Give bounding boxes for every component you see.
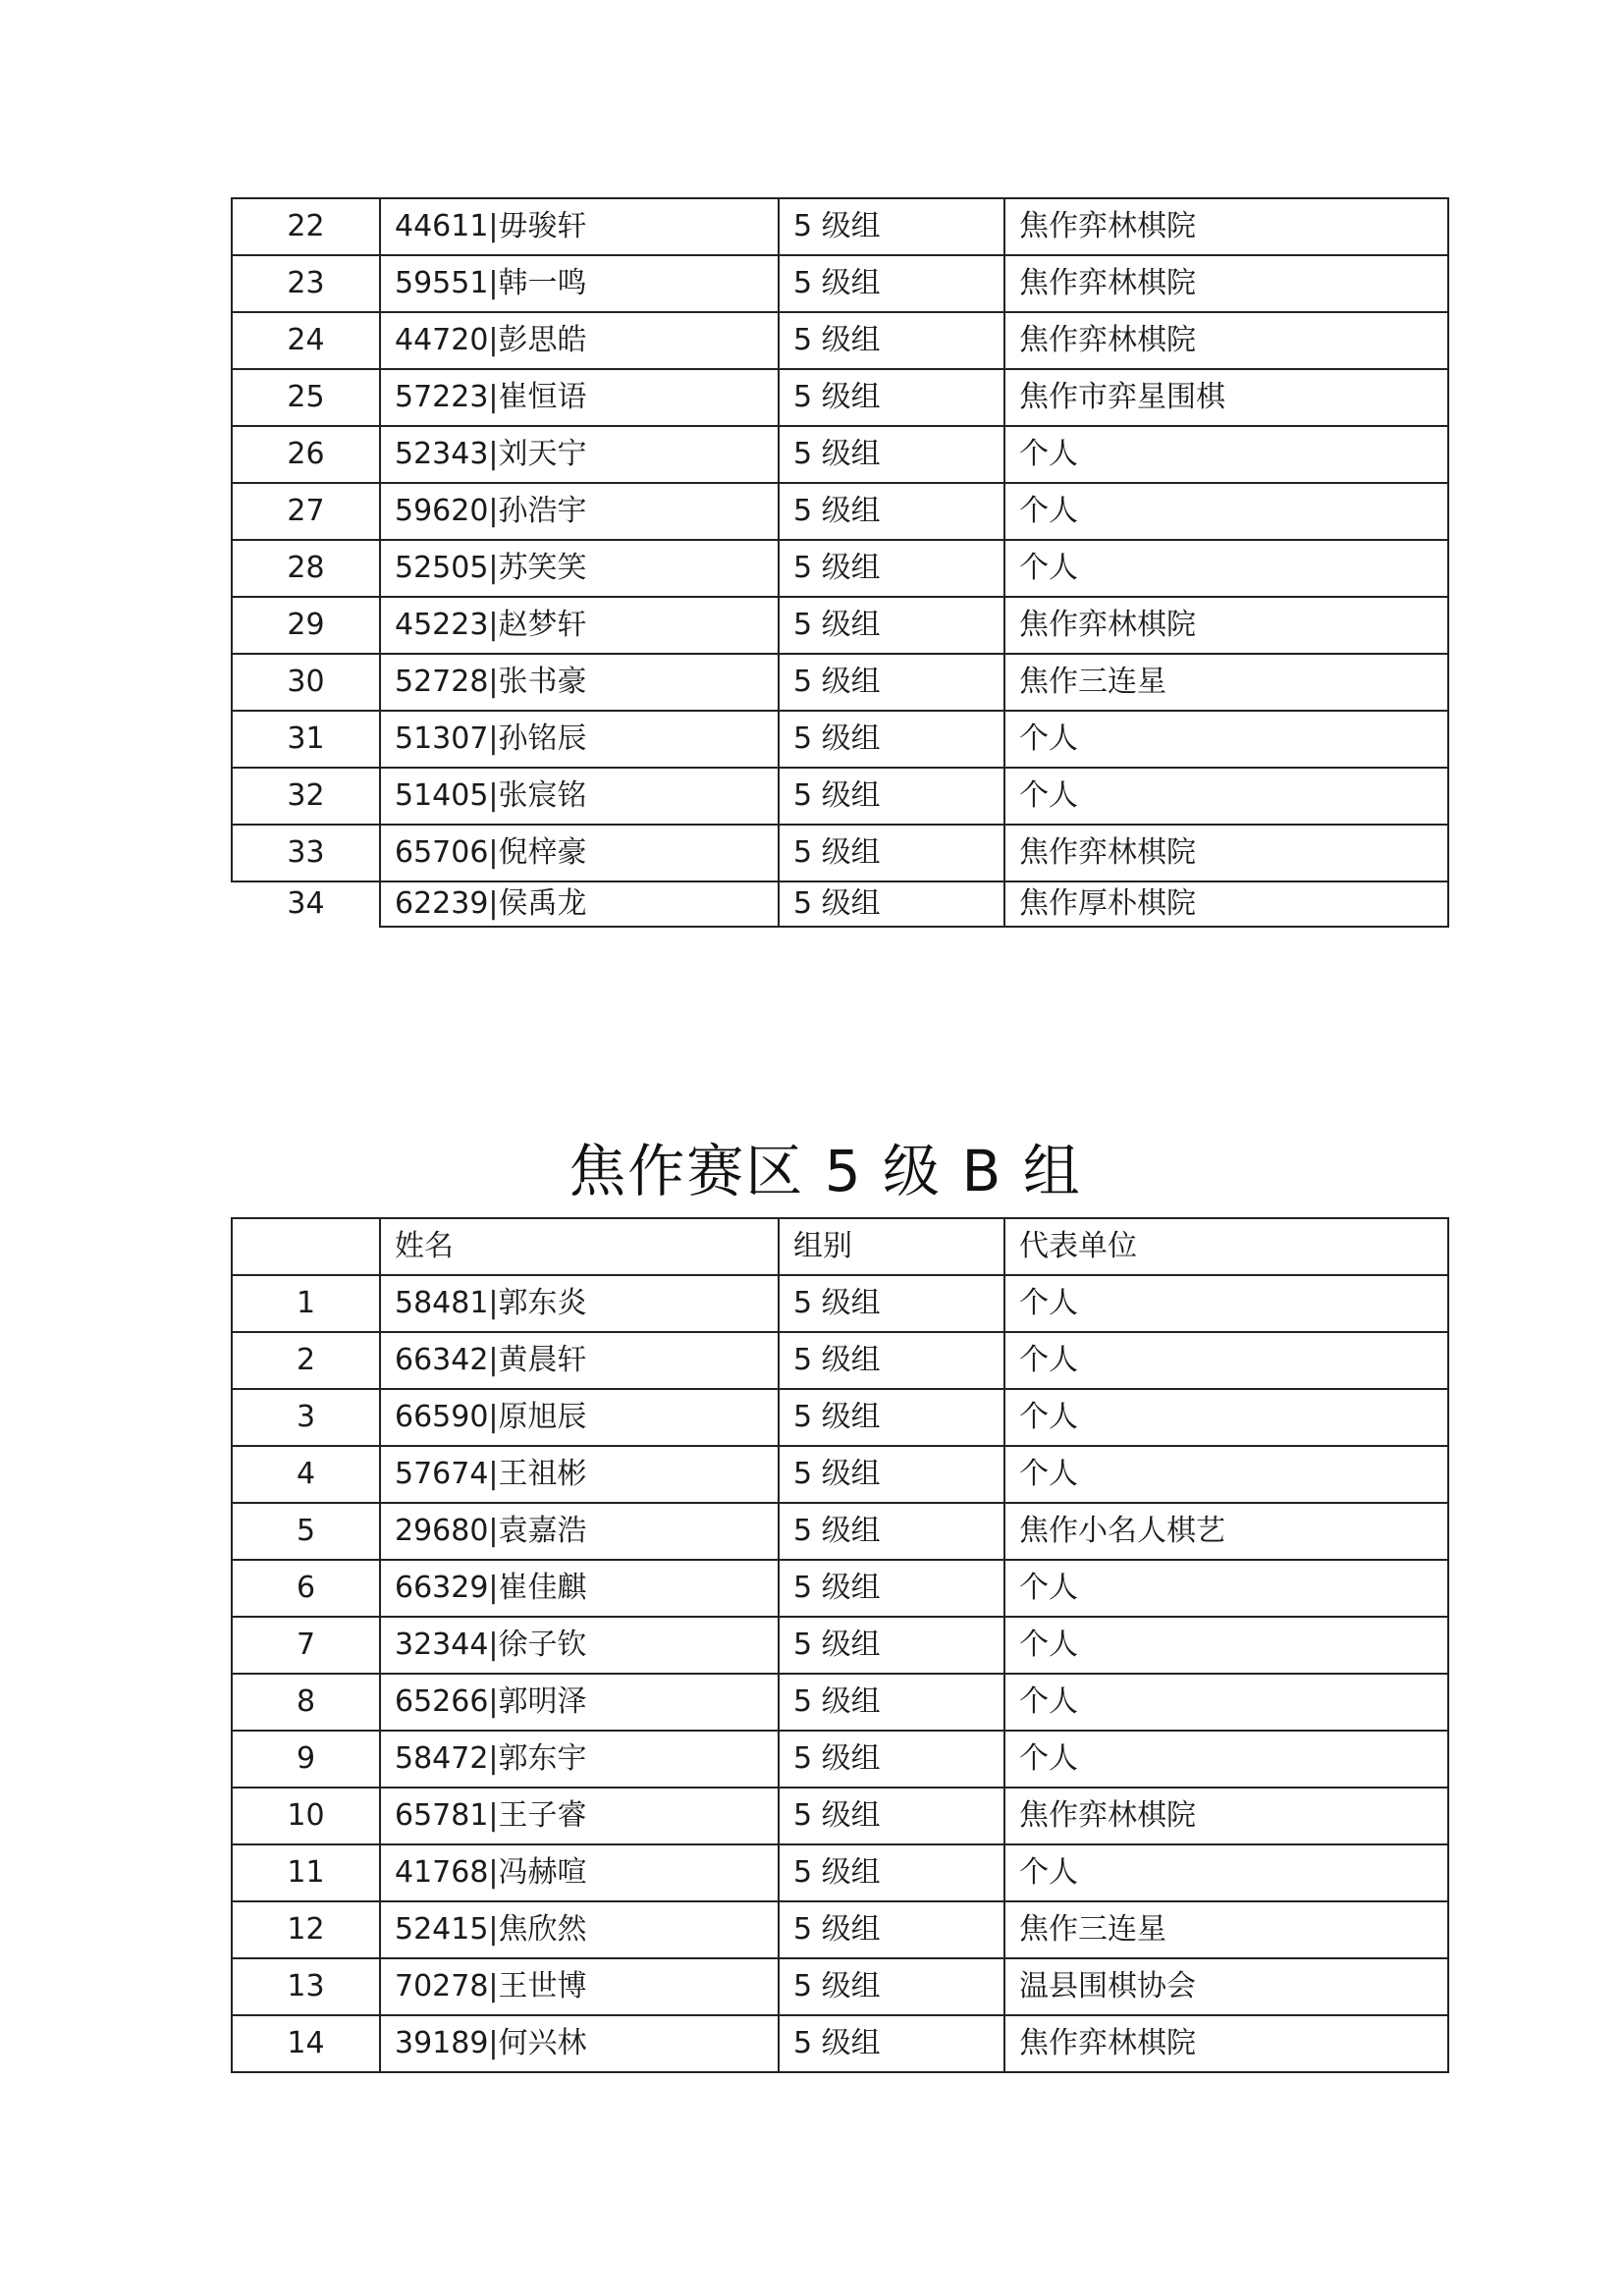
cell-unit: 个人 (1004, 1275, 1448, 1332)
table-row (232, 1503, 1448, 1560)
roster-table-b-body (232, 1275, 1448, 2072)
cell-no: 24 (232, 312, 380, 369)
table-row (232, 768, 1448, 825)
cell-no: 25 (232, 369, 380, 426)
cell-group: 5 级组 (779, 483, 1004, 540)
table-row (232, 1275, 1448, 1332)
cell-group: 5 级组 (779, 1332, 1004, 1389)
cell-no: 14 (232, 2015, 380, 2072)
cell-no: 9 (232, 1731, 380, 1788)
cell-group: 5 级组 (779, 1389, 1004, 1446)
table-row (232, 426, 1448, 483)
cell-unit: 个人 (1004, 1617, 1448, 1674)
table-row (232, 1844, 1448, 1901)
table-row (232, 1788, 1448, 1844)
cell-name: 29680|袁嘉浩 (380, 1503, 779, 1560)
cell-group: 5 级组 (779, 2015, 1004, 2072)
cell-no: 5 (232, 1503, 380, 1560)
cell-no: 27 (232, 483, 380, 540)
cell-unit: 温县围棋协会 (1004, 1958, 1448, 2015)
cell-unit: 个人 (1004, 1844, 1448, 1901)
header-cell-group: 组别 (779, 1218, 1004, 1275)
cell-no: 29 (232, 597, 380, 654)
cell-unit: 焦作弈林棋院 (1004, 198, 1448, 255)
cell-name: 66329|崔佳麒 (380, 1560, 779, 1617)
cell-group: 5 级组 (779, 369, 1004, 426)
cell-no: 33 (232, 825, 380, 881)
cell-unit: 焦作三连星 (1004, 654, 1448, 711)
cell-unit: 焦作弈林棋院 (1004, 255, 1448, 312)
cell-name: 57674|王祖彬 (380, 1446, 779, 1503)
table-row (232, 312, 1448, 369)
cell-no: 3 (232, 1389, 380, 1446)
cell-name: 45223|赵梦轩 (380, 597, 779, 654)
table-row (232, 1958, 1448, 2015)
cell-name: 44611|毋骏轩 (380, 198, 779, 255)
table-row (232, 654, 1448, 711)
cell-group: 5 级组 (779, 1844, 1004, 1901)
cell-unit: 个人 (1004, 1332, 1448, 1389)
cell-unit: 个人 (1004, 768, 1448, 825)
table-row (232, 255, 1448, 312)
cell-no: 1 (232, 1275, 380, 1332)
cell-name: 65266|郭明泽 (380, 1674, 779, 1731)
cell-group: 5 级组 (779, 881, 1004, 927)
table-row (232, 881, 1448, 927)
cell-unit: 个人 (1004, 540, 1448, 597)
cell-group: 5 级组 (779, 198, 1004, 255)
roster-table-b (231, 1217, 1449, 2073)
cell-unit: 焦作弈林棋院 (1004, 2015, 1448, 2072)
table-row (232, 1674, 1448, 1731)
table-row (232, 825, 1448, 881)
cell-name: 70278|王世博 (380, 1958, 779, 2015)
table-row (232, 597, 1448, 654)
cell-name: 52505|苏笑笑 (380, 540, 779, 597)
cell-group: 5 级组 (779, 255, 1004, 312)
cell-name: 41768|冯赫喧 (380, 1844, 779, 1901)
table-row (232, 1901, 1448, 1958)
header-cell-name: 姓名 (380, 1218, 779, 1275)
cell-group: 5 级组 (779, 1446, 1004, 1503)
cell-group: 5 级组 (779, 1560, 1004, 1617)
cell-no: 23 (232, 255, 380, 312)
cell-unit: 个人 (1004, 1446, 1448, 1503)
cell-unit: 个人 (1004, 426, 1448, 483)
cell-unit: 焦作三连星 (1004, 1901, 1448, 1958)
cell-group: 5 级组 (779, 711, 1004, 768)
cell-group: 5 级组 (779, 1958, 1004, 2015)
cell-group: 5 级组 (779, 540, 1004, 597)
cell-name: 66590|原旭辰 (380, 1389, 779, 1446)
table-row (232, 1560, 1448, 1617)
cell-group: 5 级组 (779, 1503, 1004, 1560)
cell-group: 5 级组 (779, 1901, 1004, 1958)
cell-group: 5 级组 (779, 768, 1004, 825)
cell-no: 13 (232, 1958, 380, 2015)
cell-no: 11 (232, 1844, 380, 1901)
cell-unit: 个人 (1004, 1389, 1448, 1446)
cell-name: 32344|徐子钦 (380, 1617, 779, 1674)
cell-unit: 个人 (1004, 1731, 1448, 1788)
cell-name: 51405|张宸铭 (380, 768, 779, 825)
cell-no: 7 (232, 1617, 380, 1674)
cell-group: 5 级组 (779, 1788, 1004, 1844)
cell-no: 4 (232, 1446, 380, 1503)
cell-no: 34 (232, 881, 380, 927)
header-row (232, 1218, 1448, 1275)
cell-name: 62239|侯禹龙 (380, 881, 779, 927)
cell-no: 2 (232, 1332, 380, 1389)
roster-table-b-header (232, 1218, 1448, 1275)
cell-name: 57223|崔恒语 (380, 369, 779, 426)
cell-name: 58481|郭东炎 (380, 1275, 779, 1332)
section-title-b: 焦作赛区 5 级 B 组 (568, 1138, 1082, 1204)
cell-name: 66342|黄晨轩 (380, 1332, 779, 1389)
header-cell-unit: 代表单位 (1004, 1218, 1448, 1275)
cell-name: 39189|何兴林 (380, 2015, 779, 2072)
cell-unit: 焦作弈林棋院 (1004, 825, 1448, 881)
cell-unit: 焦作厚朴棋院 (1004, 881, 1448, 927)
cell-name: 52728|张书豪 (380, 654, 779, 711)
cell-unit: 焦作市弈星围棋 (1004, 369, 1448, 426)
header-cell-no (232, 1218, 380, 1275)
roster-table-a (231, 197, 1449, 928)
cell-name: 59551|韩一鸣 (380, 255, 779, 312)
cell-group: 5 级组 (779, 1617, 1004, 1674)
cell-no: 32 (232, 768, 380, 825)
cell-unit: 焦作弈林棋院 (1004, 1788, 1448, 1844)
cell-group: 5 级组 (779, 1674, 1004, 1731)
cell-no: 10 (232, 1788, 380, 1844)
cell-no: 8 (232, 1674, 380, 1731)
cell-group: 5 级组 (779, 426, 1004, 483)
cell-no: 12 (232, 1901, 380, 1958)
cell-group: 5 级组 (779, 825, 1004, 881)
cell-unit: 焦作小名人棋艺 (1004, 1503, 1448, 1560)
cell-name: 52415|焦欣然 (380, 1901, 779, 1958)
cell-group: 5 级组 (779, 597, 1004, 654)
cell-unit: 个人 (1004, 1674, 1448, 1731)
cell-no: 6 (232, 1560, 380, 1617)
cell-name: 44720|彭思皓 (380, 312, 779, 369)
cell-group: 5 级组 (779, 1275, 1004, 1332)
table-row (232, 2015, 1448, 2072)
table-row (232, 1332, 1448, 1389)
cell-no: 28 (232, 540, 380, 597)
cell-name: 65706|倪梓豪 (380, 825, 779, 881)
cell-name: 65781|王子睿 (380, 1788, 779, 1844)
table-row (232, 540, 1448, 597)
cell-group: 5 级组 (779, 312, 1004, 369)
roster-table-a-body (232, 198, 1448, 927)
table-row (232, 1446, 1448, 1503)
table-row (232, 711, 1448, 768)
table-row (232, 1617, 1448, 1674)
table-row (232, 1389, 1448, 1446)
cell-name: 51307|孙铭辰 (380, 711, 779, 768)
cell-no: 30 (232, 654, 380, 711)
cell-unit: 个人 (1004, 1560, 1448, 1617)
cell-unit: 焦作弈林棋院 (1004, 597, 1448, 654)
cell-no: 31 (232, 711, 380, 768)
cell-unit: 个人 (1004, 483, 1448, 540)
cell-name: 59620|孙浩宇 (380, 483, 779, 540)
table-row (232, 483, 1448, 540)
cell-name: 58472|郭东宇 (380, 1731, 779, 1788)
table-row (232, 369, 1448, 426)
table-row (232, 198, 1448, 255)
cell-name: 52343|刘天宁 (380, 426, 779, 483)
cell-unit: 个人 (1004, 711, 1448, 768)
cell-group: 5 级组 (779, 654, 1004, 711)
cell-no: 26 (232, 426, 380, 483)
cell-no: 22 (232, 198, 380, 255)
cell-unit: 焦作弈林棋院 (1004, 312, 1448, 369)
table-row (232, 1731, 1448, 1788)
cell-group: 5 级组 (779, 1731, 1004, 1788)
